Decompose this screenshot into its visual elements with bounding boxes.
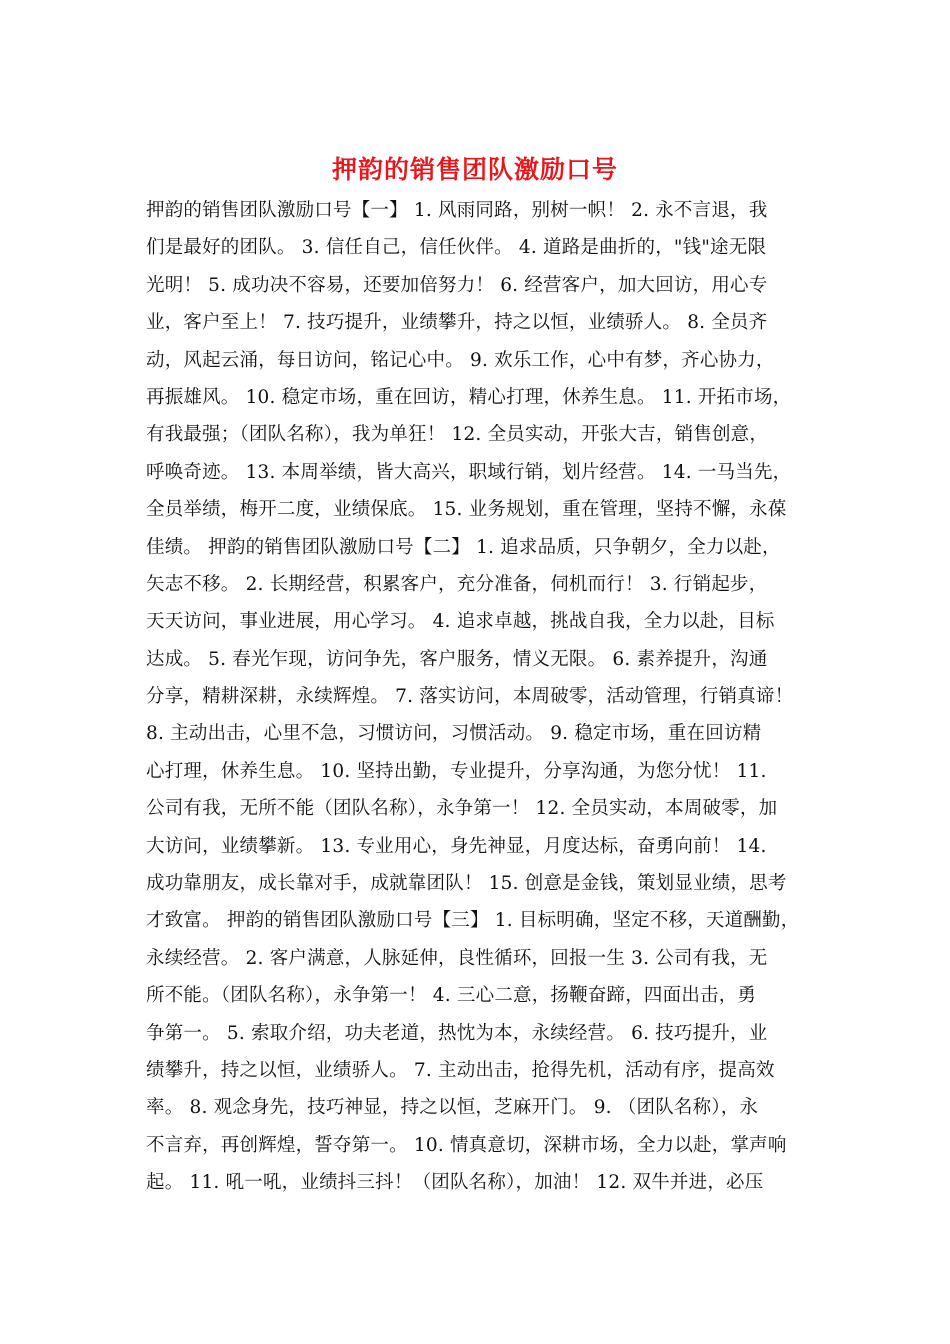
body-line: 公司有我，无所不能（团队名称），永争第一！ 12. 全员实动，本周破零，加 [146,798,778,820]
document-body [146,199,826,1209]
body-line: 们是最好的团队。 3. 信任自己，信任伙伴。 4. 道路是曲折的，"钱"途无限 [146,237,767,259]
body-line: 再振雄风。 10. 稳定市场，重在回访，精心打理，休养生息。 11. 开拓市场， [146,386,792,408]
body-line: 呼唤奇迹。 13. 本周举绩，皆大高兴，职域行销，划片经营。 14. 一马当先， [146,461,792,483]
body-line: 成功靠朋友，成长靠对手，成就靠团队！ 15. 创意是金钱，策划显业绩，思考 [146,873,787,895]
body-line: 心打理，休养生息。 10. 坚持出勤，专业提升，分享沟通，为您分忧！ 11. [146,760,767,782]
body-line: 绩攀升，持之以恒，业绩骄人。 7. 主动出击，抢得先机，活动有序，提高效 [146,1059,775,1081]
body-line: 才致富。 押韵的销售团队激励口号【三】 1. 目标明确，坚定不移，天道酬勤， [146,910,800,932]
body-line: 率。 8. 观念身先，技巧神显，持之以恒，芝麻开门。 9. （团队名称），永 [146,1097,759,1119]
body-line: 业，客户至上！ 7. 技巧提升，业绩攀升，持之以恒，业绩骄人。 8. 全员齐 [146,312,768,334]
body-line: 争第一。 5. 索取介绍，功夫老道，热忱为本，永续经营。 6. 技巧提升，业 [146,1022,768,1044]
body-line: 8. 主动出击，心里不急，习惯访问，习惯活动。 9. 稳定市场，重在回访精 [146,723,762,745]
body-line: 大访问，业绩攀新。 13. 专业用心，身先神显，月度达标，奋勇向前！ 14. [146,835,767,857]
body-line: 佳绩。 押韵的销售团队激励口号【二】 1. 追求品质，只争朝夕，全力以赴， [146,536,781,558]
body-line: 不言弃，再创辉煌，誓夺第一。 10. 情真意切，深耕市场，全力以赴，掌声响 [146,1134,787,1156]
body-line: 起。 11. 吼一吼，业绩抖三抖！（团队名称），加油！ 12. 双牛并进，必压 [146,1172,764,1194]
body-line: 矢志不移。 2. 长期经营，积累客户，充分准备，伺机而行！ 3. 行销起步， [146,573,768,595]
document-title: 押韵的销售团队激励口号 [331,155,618,184]
body-line: 达成。 5. 春光乍现，访问争先，客户服务，情义无限。 6. 素养提升，沟通 [146,648,768,670]
body-line: 所不能。（团队名称），永争第一！ 4. 三心二意，扬鞭奋蹄，四面出击，勇 [146,985,757,1007]
body-line: 动，风起云涌，每日访问，铭记心中。 9. 欢乐工作，心中有梦，齐心协力， [146,349,775,371]
body-line: 有我最强；（团队名称），我为单狂！ 12. 全员实动，开张大吉，销售创意， [146,424,769,446]
body-line: 分享，精耕深耕，永续辉煌。 7. 落实访问，本周破零，活动管理，行销真谛！ [146,686,794,708]
body-line: 押韵的销售团队激励口号【一】 1. 风雨同路，别树一帜！ 2. 永不言退，我 [146,200,768,221]
body-line: 光明！ 5. 成功决不容易，还要加倍努力！ 6. 经营客户，加大回访，用心专 [146,274,768,296]
body-line: 全员举绩，梅开二度，业绩保底。 15. 业务规划，重在管理，坚持不懈，永葆 [146,499,787,521]
body-line: 天天访问，事业进展，用心学习。 4. 追求卓越，挑战自我，全力以赴，目标 [146,611,775,633]
body-line: 永续经营。 2. 客户满意，人脉延伸，良性循环，回报一生 3. 公司有我，无 [146,947,768,969]
